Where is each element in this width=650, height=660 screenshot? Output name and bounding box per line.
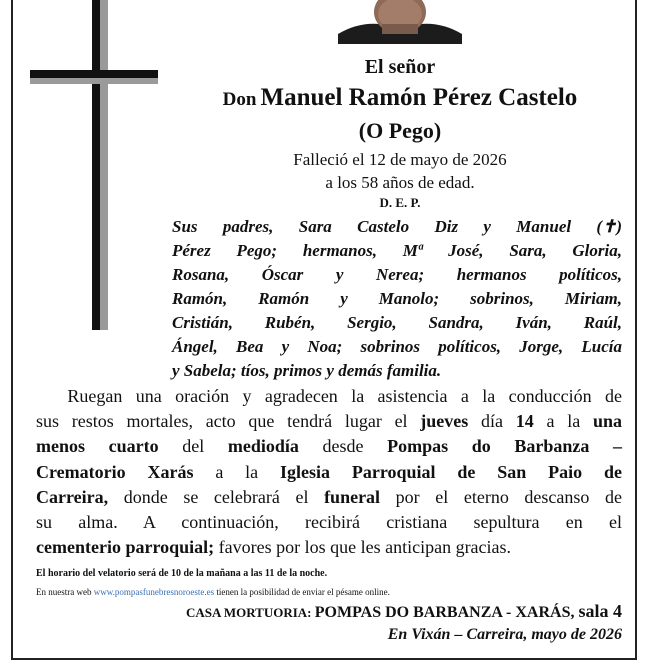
deceased-name: Manuel Ramón Pérez Castelo [260, 84, 578, 111]
rip-mark: D. E. P. [379, 195, 421, 210]
place-date: En Vixán – Carreira, mayo de 2026 [387, 626, 622, 643]
family-list [172, 215, 622, 383]
ceremony-text [36, 384, 622, 560]
deceased-name-line [160, 84, 640, 112]
family-line: Cristián, Rubén, Sergio, Sandra, Iván, Raúl, [172, 313, 622, 332]
deceased-photo [338, 0, 462, 44]
body-line: su alma. A continuación, recibirá cristiana sepultura en el [36, 512, 622, 533]
room-number: sala 4 [578, 601, 622, 621]
body-line: Carreira, donde se celebrará el funeral por el eterno descanso de [36, 486, 622, 507]
family-line: Rosana, Óscar y Nerea; hermanos políticos, [172, 265, 622, 284]
heading-title: El señor [364, 56, 436, 78]
website-link[interactable]: www.pompasfunebresnoroeste.es [93, 587, 215, 597]
body-line: cementerio parroquial; favores por los que les anticipan gracias. [36, 537, 512, 558]
funeral-home-line [36, 601, 622, 622]
death-age: a los 58 años de edad. [325, 173, 475, 192]
body-line: Ruegan una oración y agradecen la asistencia a la conducción de [67, 386, 622, 406]
cross-icon [28, 0, 158, 330]
family-line: Ángel, Bea y Noa; sobrinos políticos, Jorge, Lucía [172, 337, 622, 356]
family-line: y Sabela; tíos, primos y demás familia. [172, 361, 442, 380]
funeral-home-label: CASA MORTUORIA: [185, 605, 315, 620]
body-line: menos cuarto del mediodía desde Pompas do Barbanza – [36, 436, 622, 457]
body-line: Crematorio Xarás a la Iglesia Parroquial de San Paio de [36, 461, 622, 482]
body-line: sus restos mortales, acto que tendrá lugar el jueves día 14 a la una [36, 411, 622, 432]
family-line: Pérez Pego; hermanos, Mª José, Sara, Gloria, [172, 241, 622, 260]
name-prefix: Don [222, 89, 257, 110]
wake-schedule-note: El horario del velatorio será de 10 de la mañana a las 11 de la noche. [36, 568, 328, 579]
family-line: Sus padres, Sara Castelo Diz y Manuel (✝) [172, 217, 622, 236]
death-info [190, 148, 610, 194]
deceased-nickname: (O Pego) [358, 118, 442, 143]
funeral-home-name: POMPAS DO BARBANZA - XARÁS, [314, 604, 579, 621]
death-date: Falleció el 12 de mayo de 2026 [293, 150, 507, 169]
family-line: Ramón, Ramón y Manolo; sobrinos, Miriam, [172, 289, 622, 308]
web-condolence-note: En nuestra web www.pompasfunebresnoroeste.es tienen la posibilidad de enviar el pésame online. [36, 587, 390, 597]
